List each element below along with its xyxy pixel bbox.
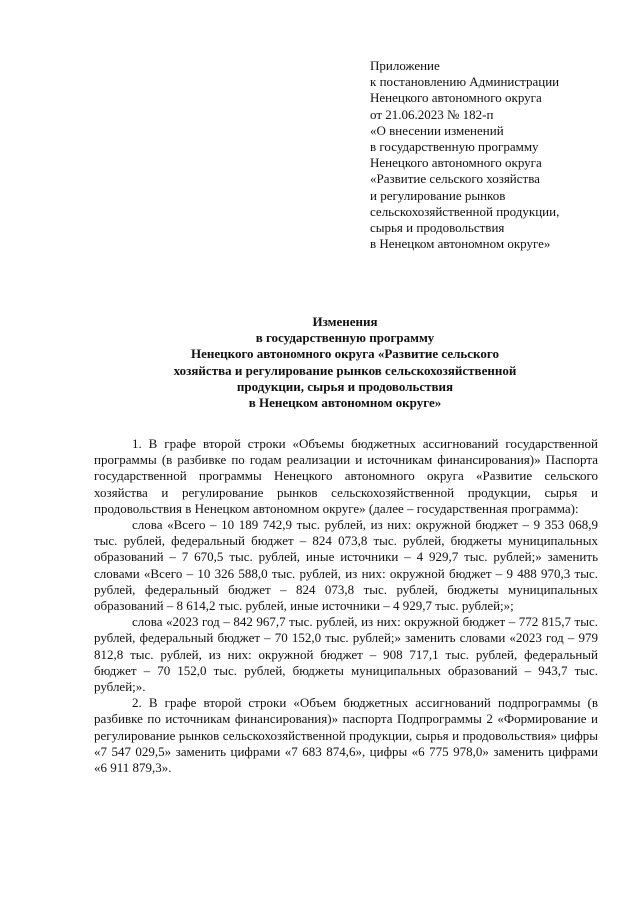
appendix-line: в государственную программу [370,139,539,155]
appendix-line: Ненецкого автономного округа [370,155,542,171]
title-line: в Ненецком автономном округе» [248,395,442,411]
appendix-line: сырья и продовольствия [370,220,505,236]
title-line: Изменения [312,314,378,329]
appendix-line: Ненецкого автономного округа [370,90,542,106]
title-line: продукции, сырья и продовольствия [236,378,454,394]
appendix-line: Приложение [370,58,440,73]
appendix-block [370,58,610,252]
appendix-line: «Развитие сельского хозяйства [370,171,540,187]
paragraph-words-total: слова «Всего – 10 189 742,9 тыс. рублей, из них: окружной бюджет – 9 353 068,9 тыс. рублей, федеральный бюджет – 824 073,8 тыс. рублей, бюджеты муниципальных образований – 7 670,5 тыс. рублей, иные источники – 4 929,7 тыс. рублей;» заменить словами «Всего – 10 326 588,0 тыс. рублей, из них: окружной бюджет – 9 488 970,3 тыс. рублей, федеральный бюджет – 824 073,8 тыс. рублей, бюджеты муниципальных образований – 8 614,2 тыс. рублей, иные источники – 4 929,7 тыс. рублей;»; [94,517,598,614]
document-body [94,436,598,776]
title-line: хозяйства и регулирование рынков сельскохозяйственной [173,362,517,378]
paragraph-item-1: 1. В графе второй строки «Объемы бюджетных ассигнований государственной программы (в разбивке по годам реализации и источникам финансирования)» Паспорта государственной программы Ненецкого автономного округа «Развитие сельского хозяйства и регулирование рынков сельскохозяйственной продукции, сырья и продовольствия в Ненецком автономном округе» (далее – государственная программа): [94,436,598,516]
appendix-line: к постановлению Администрации [370,74,560,90]
appendix-line: в Ненецком автономном округе» [370,236,551,252]
document-title [90,314,600,411]
title-line: Ненецкого автономного округа «Развитие сельского [191,346,499,362]
paragraph-item-2: 2. В графе второй строки «Объем бюджетных ассигнований подпрограммы (в разбивке по источникам финансирования)» паспорта Подпрограммы 2 «Формирование и регулирование рынков сельскохозяйственной продукции, сырья и продовольствия» цифры «7 547 029,5» заменить цифрами «7 683 874,6», цифры «6 775 978,0» заменить цифрами «6 911 879,3». [94,695,598,776]
appendix-line: и регулирование рынков [370,187,506,203]
appendix-line: от 21.06.2023 № 182-п [370,106,494,122]
title-line: в государственную программу [255,330,435,346]
appendix-line: сельскохозяйственной продукции, [370,203,560,219]
appendix-line: «О внесении изменений [370,122,504,138]
paragraph-words-2023: слова «2023 год – 842 967,7 тыс. рублей, из них: окружной бюджет – 772 815,7 тыс. рублей, федеральный бюджет – 70 152,0 тыс. рублей;» заменить словами «2023 год – 979 812,8 тыс. рублей, из них: окружной бюджет – 908 717,1 тыс. рублей, федеральный бюджет – 70 152,0 тыс. рублей, бюджеты муниципальных образований – 943,7 тыс. рублей;». [94,614,598,695]
